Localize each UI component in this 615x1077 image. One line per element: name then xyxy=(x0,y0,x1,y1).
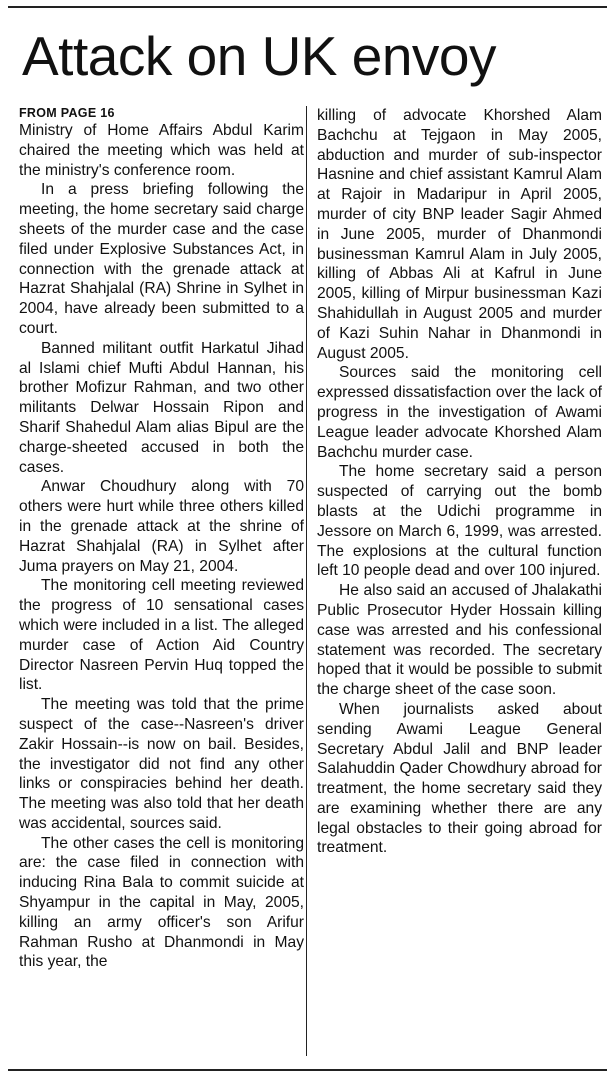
paragraph: killing of advocate Khorshed Alam Bachchu at Tejgaon in May 2005, abduction and murder of sub-inspector Hasnine and chief assistant Kamrul Alam at Rajoir in Madaripur in April 2005, murder of city BNP leader Sagir Ahmed in June 2005, murder of Dhanmondi businessman Kamrul Alam in July 2005, killing of Abbas Ali at Kafrul in June 2005, killing of Mirpur businessman Kazi Shahidullah in August 2005 and murder of Kazi Suhin Nahar in Dhanmondi in August 2005. xyxy=(317,107,602,362)
paragraph: Ministry of Home Affairs Abdul Karim chaired the meeting which was held at the ministry's conference room. xyxy=(19,122,304,179)
paragraph: In a press briefing following the meeting, the home secretary said charge sheets of the murder case and the case filed under Explosive Substances Act, in connection with the grenade attack at Hazrat Shahjalal (RA) Shrine in Sylhet in 2004, have already been submitted to a court. xyxy=(19,181,304,337)
column-right xyxy=(317,106,602,858)
paragraph: The other cases the cell is monitoring are: the case filed in connection with inducing Rina Bala to commit suicide at Shyampur in the capital in May, 2005, killing an army officer's son Arifur Rahman Rusho at Dhanmondi in May this year, the xyxy=(19,834,304,971)
paragraph: The meeting was told that the prime suspect of the case--Nasreen's driver Zakir Hossain--is now on bail. Besides, the investigator did not find any other links or conspiracies behind her death. The meeting was also told that her death was accidental, sources said. xyxy=(19,696,304,832)
column-divider xyxy=(306,106,307,1056)
paragraph: When journalists asked about sending Awami League General Secretary Abdul Jalil and BNP leader Salahuddin Qader Chowdhury abroad for treatment, the home secretary said they are examining whether there are any legal obstacles to their going abroad for treatment. xyxy=(317,700,602,857)
top-rule xyxy=(8,6,607,8)
paragraph: He also said an accused of Jhalakathi Public Prosecutor Hyder Hossain killing case was arrested and his confessional statement was recorded. The secretary hoped that it would be possible to submit the charge sheet of the case soon. xyxy=(317,582,602,699)
column-left xyxy=(19,106,304,972)
paragraph: Anwar Choudhury along with 70 others were hurt while three others killed in the grenade attack at the shrine of Hazrat Shahjalal (RA) in Sylhet after Juma prayers on May 21, 2004. xyxy=(19,478,304,575)
bottom-rule xyxy=(8,1069,607,1071)
kicker: FROM PAGE 16 xyxy=(19,106,115,120)
paragraph: The home secretary said a person suspected of carrying out the bomb blasts at the Udichi programme in Jessore on March 6, 1999, was arrested. The explosions at the cultural function left 10 people dead and over 100 injured. xyxy=(317,463,602,580)
paragraph: Banned militant outfit Harkatul Jihad al Islami chief Mufti Abdul Hannan, his brother Mofizur Rahman, and two other militants Delwar Hossain Ripon and Sharif Shahedul Alam alias Bipul are the charge-sheeted accused in both the cases. xyxy=(19,339,304,476)
headline: Attack on UK envoy xyxy=(22,25,497,87)
paragraph: The monitoring cell meeting reviewed the progress of 10 sensational cases which were included in a list. The alleged murder case of Action Aid Country Director Nasreen Pervin Huq topped the list. xyxy=(19,577,304,694)
paragraph: Sources said the monitoring cell expressed dissatisfaction over the lack of progress in the investigation of Awami League leader advocate Khorshed Alam Bachchu murder case. xyxy=(317,364,602,461)
